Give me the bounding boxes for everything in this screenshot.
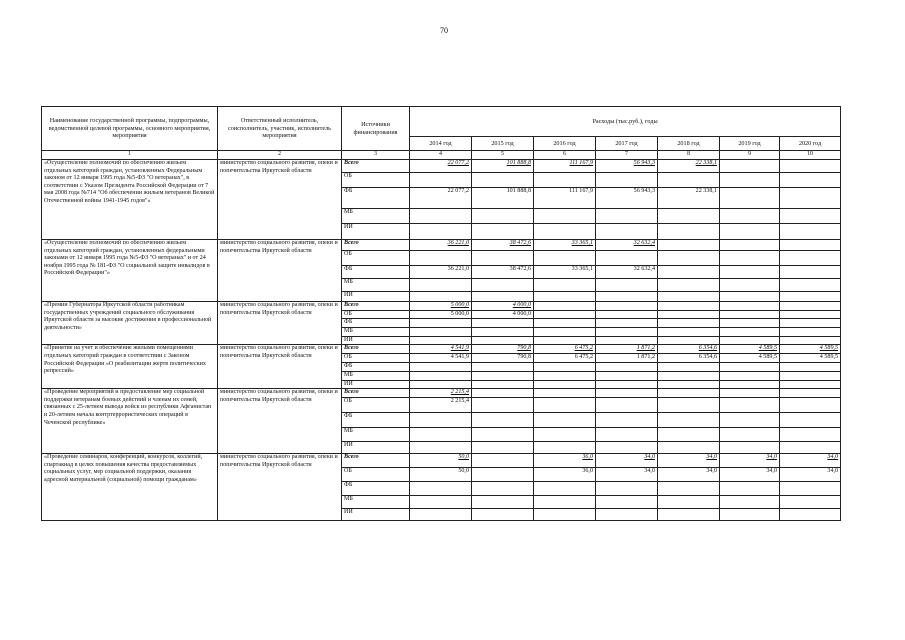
expense-value: [720, 310, 780, 319]
expense-value: [596, 302, 658, 311]
expense-value: [780, 209, 841, 224]
expense-value: [472, 336, 534, 345]
expense-value: [534, 362, 596, 371]
header-year: 2014 год: [410, 137, 472, 151]
expense-value: [720, 302, 780, 311]
expense-value: [658, 240, 720, 251]
expense-value: [658, 496, 720, 509]
expense-value: [472, 413, 534, 428]
expense-value: [596, 310, 658, 319]
expense-value: [534, 380, 596, 389]
expense-value: [596, 173, 658, 188]
expense-value: [720, 398, 780, 413]
expense-value: [410, 328, 472, 337]
expense-value: [658, 266, 720, 279]
expense-value: 34,0: [596, 454, 658, 468]
expense-value: [658, 209, 720, 224]
column-number: 4: [410, 151, 472, 160]
expense-value: [534, 496, 596, 509]
expense-value: 34,0: [596, 468, 658, 482]
expense-value: [720, 240, 780, 251]
expense-value: [410, 279, 472, 292]
expense-value: 36 221,0: [410, 240, 472, 251]
expense-value: 36 221,0: [410, 266, 472, 279]
expense-value: [720, 336, 780, 345]
expense-value: 34,0: [720, 454, 780, 468]
funding-source: Всего: [342, 345, 410, 354]
expense-value: [472, 251, 534, 266]
expense-value: [410, 362, 472, 371]
activity-executor: министерство социального развития, опеки и попечительства Иркутской области: [218, 160, 342, 240]
funding-source: ФБ: [342, 362, 410, 371]
expense-value: [534, 279, 596, 292]
expense-value: [780, 266, 841, 279]
expense-value: [472, 362, 534, 371]
expense-value: [596, 362, 658, 371]
expense-value: [534, 292, 596, 302]
expense-value: [658, 380, 720, 389]
expense-value: 56 943,3: [596, 160, 658, 173]
expense-value: [720, 413, 780, 428]
funding-source: ОБ: [342, 398, 410, 413]
expense-value: [658, 442, 720, 454]
expense-value: 101 888,8: [472, 160, 534, 173]
header-program: Наименование государственной программы, подпрограммы, ведомственной целевой программы, основного мероприятия, мероприятия: [42, 107, 218, 151]
activity-name: «Проведение семинаров, конференций, конкурсов, коллегий, спартакиад в целях повышения качества предоставляемых социальных услуг, мер социальной поддержки, оказания адресной материальной (социальной) помощи гражданам»: [42, 454, 218, 521]
expense-value: [658, 336, 720, 345]
expense-value: [658, 251, 720, 266]
header-executor: Ответственный исполнитель, соисполнитель, участник, исполнитель мероприятия: [218, 107, 342, 151]
expense-value: [534, 251, 596, 266]
page-number: 70: [440, 26, 448, 35]
expense-value: [780, 240, 841, 251]
header-year: 2017 год: [596, 137, 658, 151]
expense-value: [410, 482, 472, 496]
header-source: Источники финансирования: [342, 107, 410, 151]
expense-value: 4 589,5: [780, 354, 841, 363]
expense-value: [596, 292, 658, 302]
expense-value: [720, 160, 780, 173]
expense-value: [472, 442, 534, 454]
expense-value: [472, 380, 534, 389]
expense-value: [780, 224, 841, 240]
expense-value: [720, 389, 780, 398]
expense-value: 790,8: [472, 354, 534, 363]
expense-value: [658, 428, 720, 442]
header-year: 2019 год: [720, 137, 780, 151]
expense-value: [658, 509, 720, 521]
column-number: 10: [780, 151, 841, 160]
activity-executor: министерство социального развития, опеки и попечительства Иркутской области: [218, 345, 342, 389]
expense-value: 56 943,3: [596, 188, 658, 209]
expense-value: [410, 224, 472, 240]
expense-value: [534, 428, 596, 442]
funding-source: ОБ: [342, 310, 410, 319]
funding-source: ОБ: [342, 468, 410, 482]
expense-value: [780, 173, 841, 188]
expense-value: [410, 509, 472, 521]
expense-value: [596, 251, 658, 266]
expense-value: 22 338,1: [658, 188, 720, 209]
column-number: 9: [720, 151, 780, 160]
expense-value: 22 077,2: [410, 188, 472, 209]
expense-value: [720, 442, 780, 454]
expense-value: [534, 224, 596, 240]
expense-value: [534, 319, 596, 328]
funding-source: ФБ: [342, 188, 410, 209]
expense-value: 790,8: [472, 345, 534, 354]
funding-source: Всего: [342, 240, 410, 251]
expense-value: [658, 224, 720, 240]
expense-value: [534, 328, 596, 337]
expense-value: [720, 266, 780, 279]
table-row: [42, 454, 841, 468]
expense-value: [472, 496, 534, 509]
expense-value: [596, 389, 658, 398]
funding-source: МБ: [342, 209, 410, 224]
expense-value: [658, 292, 720, 302]
expense-value: [534, 209, 596, 224]
expense-value: 4 589,5: [720, 354, 780, 363]
expense-value: [596, 509, 658, 521]
expense-value: 4 589,5: [720, 345, 780, 354]
funding-source: Всего: [342, 389, 410, 398]
activity-name: «Премии Губернатора Иркутской области работникам государственных учреждений социального обслуживания Иркутской области за высокие достижения в профессиональной деятельности»: [42, 302, 218, 345]
funding-source: ОБ: [342, 173, 410, 188]
expense-value: [472, 319, 534, 328]
column-number: 2: [218, 151, 342, 160]
expense-value: [780, 328, 841, 337]
expense-value: [780, 336, 841, 345]
funding-source: ИИ: [342, 336, 410, 345]
expense-value: [720, 292, 780, 302]
expense-value: [410, 292, 472, 302]
expense-value: [720, 328, 780, 337]
expense-value: [472, 173, 534, 188]
expense-value: [780, 428, 841, 442]
expense-value: 6 354,6: [658, 345, 720, 354]
expense-value: [596, 319, 658, 328]
funding-source: ОБ: [342, 354, 410, 363]
expense-value: [720, 496, 780, 509]
expense-value: [596, 371, 658, 380]
table-row: [42, 302, 841, 311]
expense-value: 34,0: [658, 454, 720, 468]
expense-value: [410, 413, 472, 428]
activity-executor: министерство социального развития, опеки и попечительства Иркутской области: [218, 240, 342, 302]
funding-source: ОБ: [342, 251, 410, 266]
expense-value: [472, 509, 534, 521]
expense-value: [780, 496, 841, 509]
expense-value: [534, 413, 596, 428]
expense-value: [658, 310, 720, 319]
funding-source: МБ: [342, 279, 410, 292]
expense-value: [720, 482, 780, 496]
funding-source: ИИ: [342, 442, 410, 454]
expense-value: 34,0: [780, 468, 841, 482]
header-year: 2020 год: [780, 137, 841, 151]
header-year: 2016 год: [534, 137, 596, 151]
expense-value: [658, 398, 720, 413]
column-number: 8: [658, 151, 720, 160]
funding-source: ФБ: [342, 266, 410, 279]
expense-value: 32 632,4: [596, 266, 658, 279]
expense-value: [720, 509, 780, 521]
expense-value: 5 000,0: [410, 302, 472, 311]
expense-value: 6 475,2: [534, 345, 596, 354]
expense-value: [534, 173, 596, 188]
funding-source: ИИ: [342, 224, 410, 240]
funding-source: ФБ: [342, 413, 410, 428]
expense-value: [658, 328, 720, 337]
expense-value: 111 167,9: [534, 188, 596, 209]
expense-value: [596, 442, 658, 454]
expense-value: 4 000,0: [472, 302, 534, 311]
activity-name: «Осуществление полномочий по обеспечению жильем отдельных категорий граждан, установленных Федеральным законом от 12 января 1995 года №5-ФЗ "О ветеранах", в соответствии с Указом Президента Российской Федерации от 7 мая 2008 года №714 "Об обеспечении жильем ветеранов Великой Отечественной войны 1941-1945 годов"»: [42, 160, 218, 240]
expense-value: 33 365,1: [534, 240, 596, 251]
expense-value: [596, 279, 658, 292]
expense-value: 34,0: [658, 468, 720, 482]
header-year: 2018 год: [658, 137, 720, 151]
expense-value: [534, 482, 596, 496]
expense-value: [780, 319, 841, 328]
expense-value: [472, 209, 534, 224]
expense-value: 36,0: [534, 468, 596, 482]
expense-value: 22 338,1: [658, 160, 720, 173]
expense-value: 1 871,2: [596, 354, 658, 363]
expense-value: [534, 442, 596, 454]
funding-source: Всего: [342, 160, 410, 173]
funding-source: ИИ: [342, 509, 410, 521]
expense-value: [472, 292, 534, 302]
column-number: 7: [596, 151, 658, 160]
expense-value: [596, 209, 658, 224]
funding-source: ИИ: [342, 292, 410, 302]
expense-value: [780, 362, 841, 371]
expense-value: [596, 328, 658, 337]
expense-value: [780, 302, 841, 311]
expense-value: [658, 173, 720, 188]
expense-value: 36,0: [534, 454, 596, 468]
expenses-table: [41, 106, 841, 521]
expense-value: 50,0: [410, 468, 472, 482]
column-number: 5: [472, 151, 534, 160]
expense-value: 4 589,5: [780, 345, 841, 354]
column-number: 3: [342, 151, 410, 160]
expense-value: [596, 428, 658, 442]
expense-value: [596, 413, 658, 428]
expense-value: [410, 319, 472, 328]
expense-value: 32 632,4: [596, 240, 658, 251]
expense-value: [780, 482, 841, 496]
expense-value: [780, 380, 841, 389]
expense-value: [780, 292, 841, 302]
expense-value: [534, 509, 596, 521]
activity-name: «Проведение мероприятий и предоставление мер социальной поддержки ветеранам боевых действий и членам их семей, связанных с 25-летием вывода войск из республики Афганистан и 20-летием начала контртеррористических операций в Чеченской республике»: [42, 389, 218, 454]
expense-value: [658, 371, 720, 380]
expense-value: [534, 310, 596, 319]
table-row: [42, 389, 841, 398]
expense-value: [410, 336, 472, 345]
expense-value: [658, 482, 720, 496]
expense-value: [410, 251, 472, 266]
activity-executor: министерство социального развития, опеки и попечительства Иркутской области: [218, 302, 342, 345]
funding-source: МБ: [342, 496, 410, 509]
expense-value: [720, 279, 780, 292]
expense-value: [596, 482, 658, 496]
expense-value: [472, 398, 534, 413]
expense-value: 4 541,9: [410, 345, 472, 354]
expense-value: 34,0: [780, 454, 841, 468]
funding-source: ФБ: [342, 482, 410, 496]
expense-value: [596, 380, 658, 389]
header-year: 2015 год: [472, 137, 534, 151]
expense-value: [658, 389, 720, 398]
expense-value: [410, 209, 472, 224]
table-row: [42, 345, 841, 354]
activity-name: «Осуществление полномочий по обеспечению жильем отдельных категорий граждан, установленных федеральными законами от 12 января 1995 года №5-ФЗ "О ветеранах" и от 24 ноября 1995 года № 181-ФЗ "О социальной защите инвалидов в Российской Федерации"»: [42, 240, 218, 302]
expense-value: [780, 442, 841, 454]
expense-value: [720, 224, 780, 240]
activity-executor: министерство социального развития, опеки и попечительства Иркутской области: [218, 454, 342, 521]
expense-value: 38 472,6: [472, 266, 534, 279]
expense-value: 5 000,0: [410, 310, 472, 319]
expense-value: [596, 496, 658, 509]
expense-value: [720, 209, 780, 224]
expense-value: 111 167,9: [534, 160, 596, 173]
expense-value: [534, 398, 596, 413]
expense-value: 1 871,2: [596, 345, 658, 354]
expense-value: [658, 362, 720, 371]
expense-value: [472, 454, 534, 468]
expense-value: [596, 336, 658, 345]
expense-value: [780, 398, 841, 413]
expense-value: [720, 319, 780, 328]
funding-source: МБ: [342, 328, 410, 337]
expense-value: 34,0: [720, 468, 780, 482]
expense-value: [410, 380, 472, 389]
expense-value: 33 365,1: [534, 266, 596, 279]
expense-value: 2 215,4: [410, 398, 472, 413]
expense-value: [780, 371, 841, 380]
expense-value: [780, 160, 841, 173]
expense-value: 38 472,6: [472, 240, 534, 251]
expense-value: [534, 389, 596, 398]
expense-value: [658, 319, 720, 328]
column-number: 1: [42, 151, 218, 160]
table-row: [42, 240, 841, 251]
expense-value: 101 888,8: [472, 188, 534, 209]
expense-value: [720, 173, 780, 188]
expense-value: [472, 482, 534, 496]
expense-value: [410, 496, 472, 509]
expense-value: 2 215,4: [410, 389, 472, 398]
expense-value: [720, 380, 780, 389]
expense-value: [658, 279, 720, 292]
expense-value: [780, 251, 841, 266]
expense-value: 4 541,9: [410, 354, 472, 363]
column-number: 6: [534, 151, 596, 160]
expense-value: [780, 413, 841, 428]
expense-value: [472, 428, 534, 442]
expense-value: [472, 224, 534, 240]
expense-value: [720, 428, 780, 442]
expense-value: [720, 188, 780, 209]
expense-value: [534, 336, 596, 345]
expense-value: [720, 371, 780, 380]
funding-source: ИИ: [342, 380, 410, 389]
header-expenses: Расходы (тыс.руб.), годы: [410, 107, 841, 137]
expense-value: [780, 188, 841, 209]
expense-value: [410, 173, 472, 188]
activity-executor: министерство социального развития, опеки и попечительства Иркутской области: [218, 389, 342, 454]
expense-value: 6 475,2: [534, 354, 596, 363]
funding-source: МБ: [342, 428, 410, 442]
expense-value: 6 354,6: [658, 354, 720, 363]
expense-value: [534, 302, 596, 311]
expense-value: [534, 371, 596, 380]
expense-value: 4 000,0: [472, 310, 534, 319]
expense-value: [410, 442, 472, 454]
expense-value: [658, 302, 720, 311]
expense-value: [472, 468, 534, 482]
expense-value: [472, 328, 534, 337]
table-row: [42, 160, 841, 173]
expense-value: 22 077,2: [410, 160, 472, 173]
expense-value: [780, 279, 841, 292]
expense-value: [780, 509, 841, 521]
expense-value: [596, 224, 658, 240]
activity-name: «Принятие на учет и обеспечение жилыми помещениями отдельных категорий граждан в соответствии с Законом Российской Федерации «О реабилитации жертв политических репрессий»: [42, 345, 218, 389]
expense-value: [596, 398, 658, 413]
expense-value: [780, 389, 841, 398]
expense-value: [720, 362, 780, 371]
expense-value: [472, 371, 534, 380]
funding-source: ФБ: [342, 319, 410, 328]
expense-value: [410, 428, 472, 442]
expense-value: [658, 413, 720, 428]
funding-source: Всего: [342, 302, 410, 311]
funding-source: МБ: [342, 371, 410, 380]
expense-value: 50,0: [410, 454, 472, 468]
expense-value: [472, 279, 534, 292]
funding-source: Всего: [342, 454, 410, 468]
expense-value: [472, 389, 534, 398]
expense-value: [720, 251, 780, 266]
expense-value: [410, 371, 472, 380]
expense-value: [780, 310, 841, 319]
